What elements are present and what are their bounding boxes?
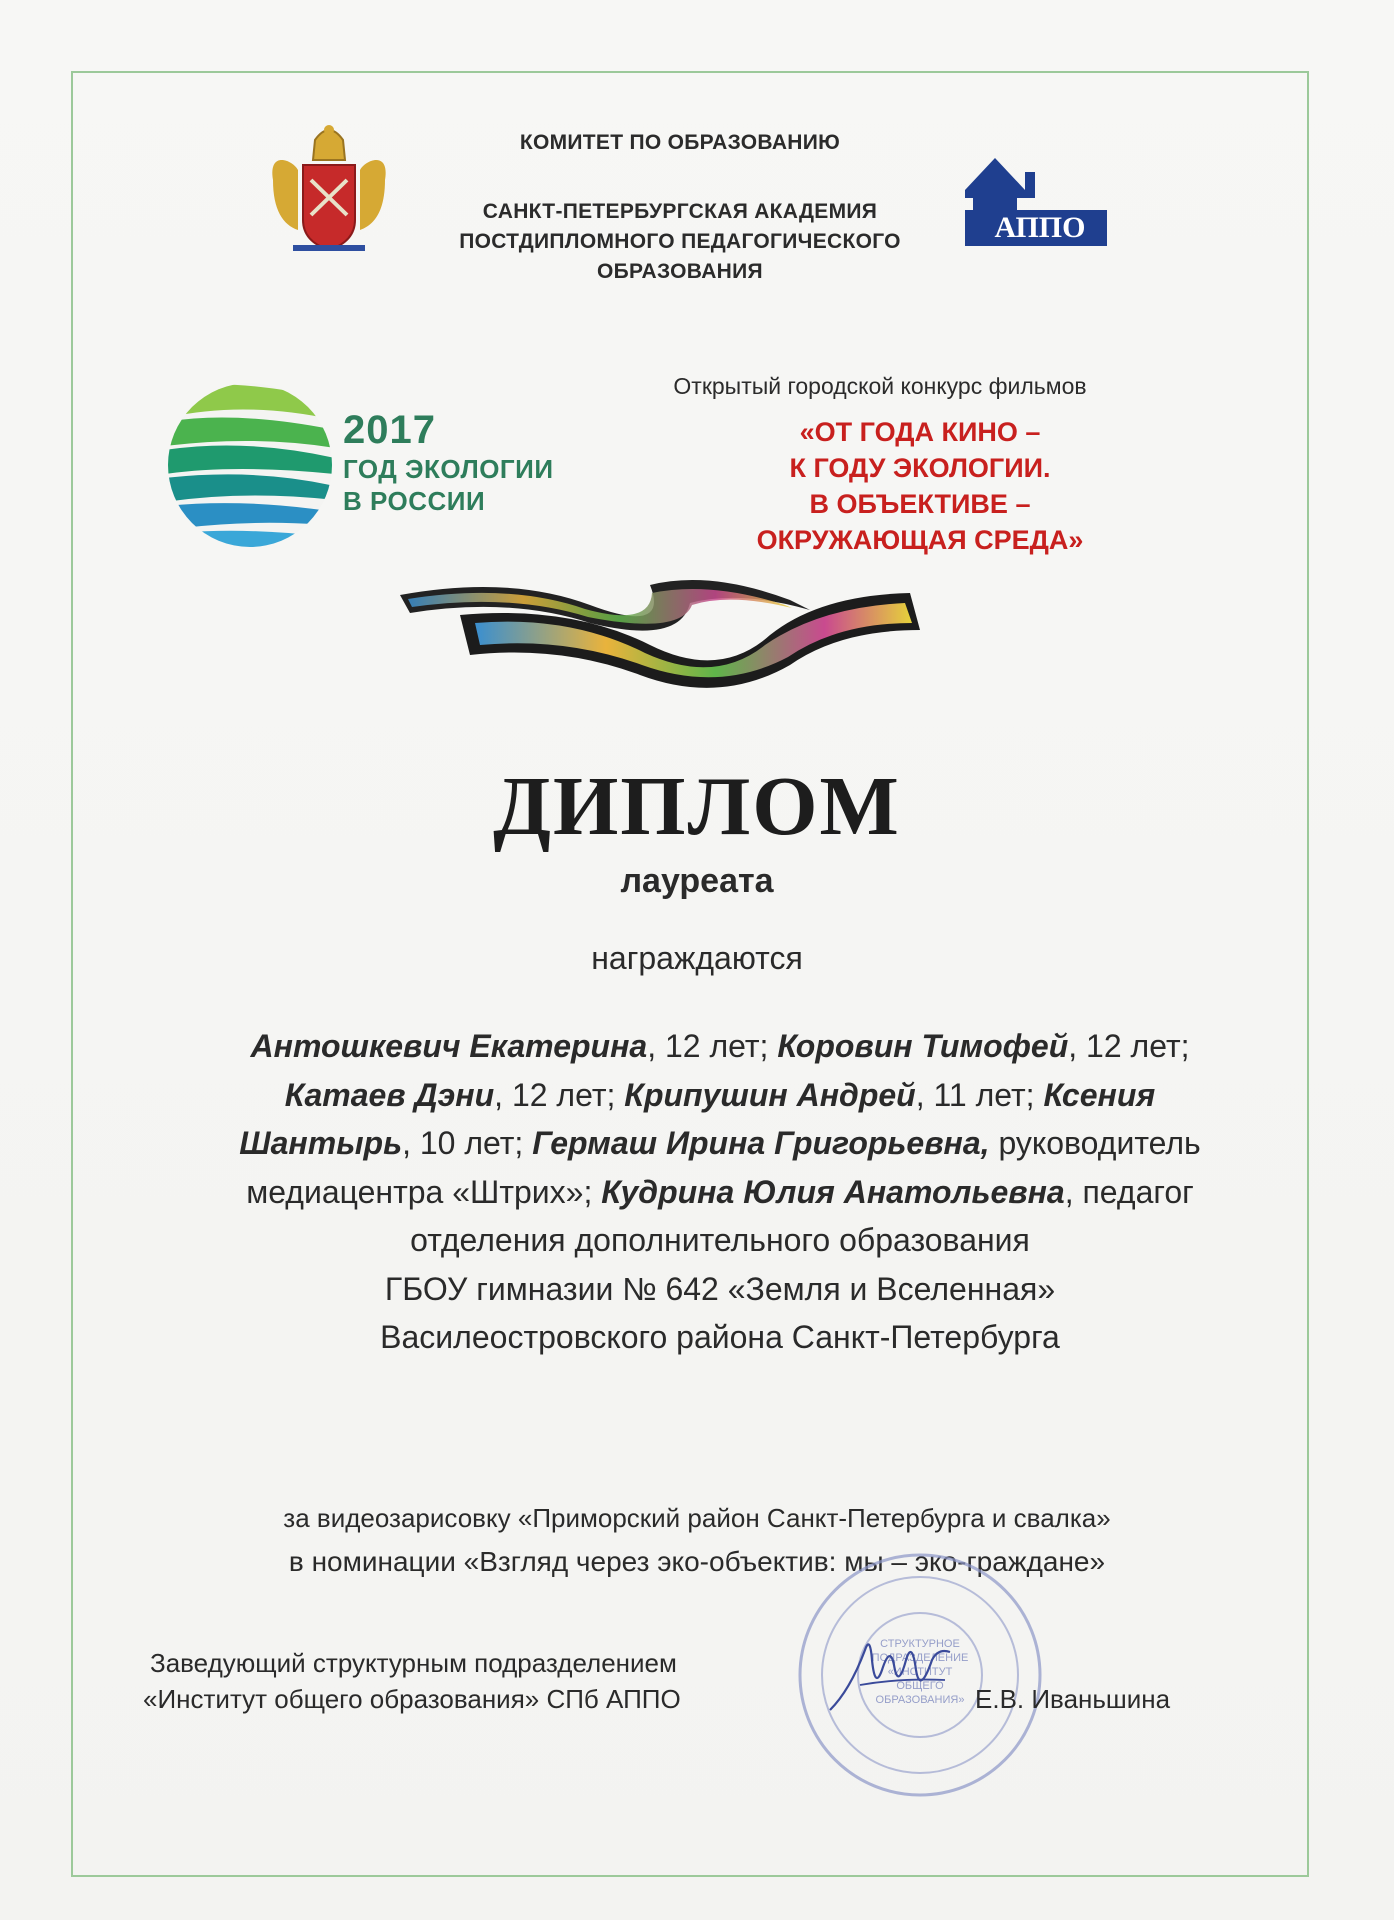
recipient-info: , педагог отделения дополнительного образования [410,1173,1194,1258]
academy-line: ПОСТДИПЛОМНОГО ПЕДАГОГИЧЕСКОГО [459,230,901,253]
ecology-year: 2017 [343,408,436,452]
recipient-name: Кудрина Юлия Анатольевна [601,1173,1065,1210]
organization-line: ГБОУ гимназии № 642 «Земля и Вселенная» [384,1270,1056,1307]
contest-title-line: В ОБЪЕКТИВЕ – [809,489,1031,519]
diploma-subtitle: лауреата [620,862,774,900]
recipient-info: руководитель медиацентра «Штрих»; [246,1125,1201,1210]
coat-of-arms-icon [263,120,395,260]
recipient-info: , 10 лет; [402,1125,533,1161]
academy-name [420,197,940,287]
stamp-text: СТРУКТУРНОЕ [880,1638,960,1650]
academy-line: ОБРАЗОВАНИЯ [597,260,763,283]
recipient-name: Гермаш Ирина Григорьевна, [532,1125,990,1161]
nomination-text: в номинации «Взгляд через эко-объектив: мы – эко-граждане» [288,1546,1106,1577]
contest-title-line: «ОТ ГОДА КИНО – [799,417,1041,447]
recipient-info: , 11 лет; [915,1076,1044,1113]
stamp-text: ПОДРАЗДЕЛЕНИЕ [871,1652,969,1664]
recipient-name: Катаев Дэни [284,1076,495,1113]
organization-line: Василеостровского района Санкт-Петербурга [380,1319,1060,1355]
ecology-year-emblem [165,380,335,550]
stamp-text: ОБРАЗОВАНИЯ» [875,1694,965,1706]
recipient-name: Ксения Шантырь [239,1076,1156,1161]
ecology-line: ГОД ЭКОЛОГИИ [343,454,554,484]
contest-title-line: ОКРУЖАЮЩАЯ СРЕДА» [756,525,1084,555]
recipient-name: Крипушин Андрей [624,1076,916,1113]
recipient-name: Антошкевич Екатерина [250,1028,648,1064]
recipient-info: , 12 лет; [1068,1028,1190,1064]
contest-title-line: К ГОДУ ЭКОЛОГИИ. [789,453,1051,483]
signatory-position: Заведующий структурным подразделением [150,1648,677,1678]
handwritten-signature [820,1630,960,1725]
recipients-block [215,1022,1225,1362]
stamp-text: ОБЩЕГО [896,1680,944,1692]
recipient-name: Коровин Тимофей [777,1028,1069,1064]
recipient-info: , 12 лет; [494,1076,625,1113]
ecology-line: В РОССИИ [343,486,486,516]
stamp-text: «ИНСТИТУТ [887,1666,953,1678]
film-strip-image [390,575,950,705]
recipient-info: , 12 лет; [647,1028,778,1064]
signatory-department: «Институт общего образования» СПб АППО [143,1684,681,1714]
appo-logo-text: АППО [994,211,1086,244]
committee-name: КОМИТЕТ ПО ОБРАЗОВАНИЮ [519,131,841,154]
academy-line: САНКТ-ПЕТЕРБУРГСКАЯ АКАДЕМИЯ [482,200,878,223]
signatory-name: Е.В. Иваньшина [975,1684,1171,1714]
appo-logo [955,150,1117,250]
diploma-title: ДИПЛОМ [493,760,901,853]
award-for-text: за видеозарисовку «Приморский район Санкт-Петербурга и свалка» [283,1503,1111,1533]
awarded-text: награждаются [591,940,803,976]
contest-caption: Открытый городской конкурс фильмов [673,373,1087,399]
